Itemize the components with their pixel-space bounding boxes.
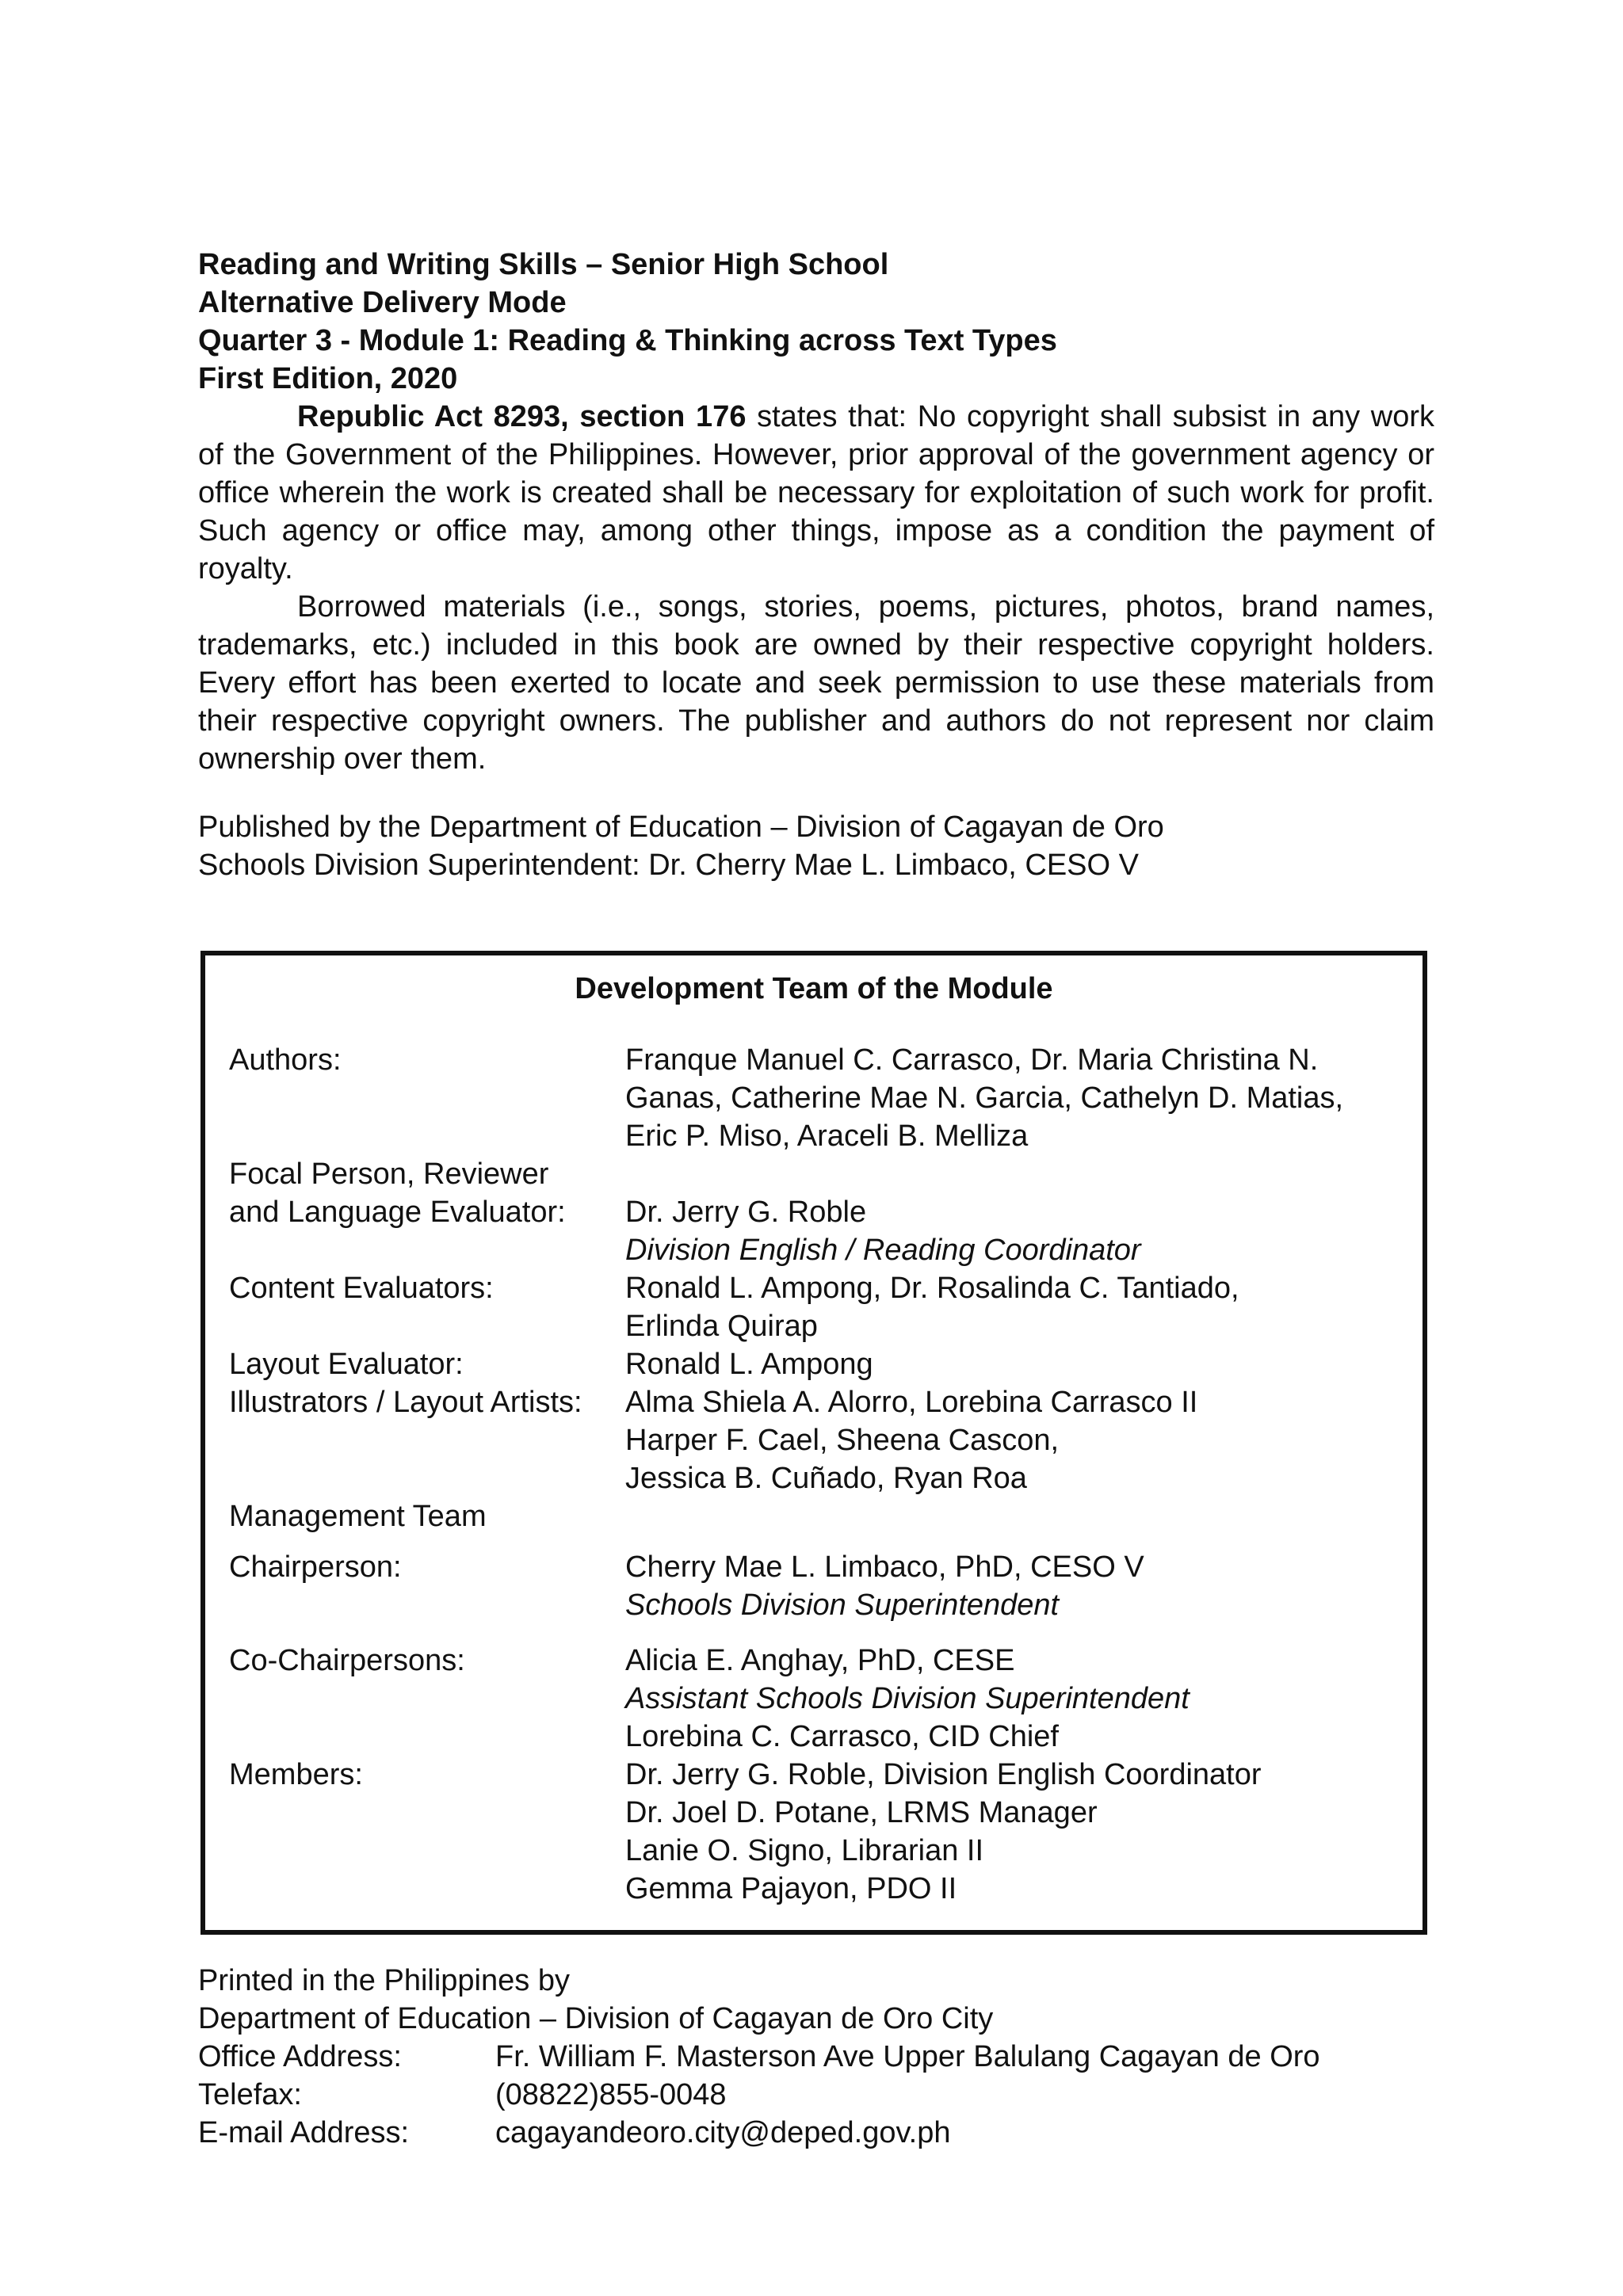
member-line: Dr. Joel D. Potane, LRMS Manager	[625, 1796, 1098, 1829]
department-line: Department of Education – Division of Cagayan de Oro City	[198, 2002, 994, 2035]
edition: First Edition, 2020	[198, 362, 458, 395]
illustrator-line: Alma Shiela A. Alorro, Lorebina Carrasco II	[625, 1386, 1198, 1419]
focal-row-2	[229, 1193, 1407, 1269]
layout-evaluator-label: Layout Evaluator:	[229, 1348, 464, 1381]
chairperson-role: Schools Division Superintendent	[625, 1589, 1060, 1622]
law-reference: Republic Act 8293, section 176	[297, 400, 747, 433]
member-line: Dr. Jerry G. Roble, Division English Coordinator	[625, 1758, 1262, 1791]
module-title: Quarter 3 - Module 1: Reading & Thinking across Text Types	[198, 324, 1057, 357]
printer-footer	[198, 1962, 1434, 2152]
module-title-block	[198, 246, 1434, 398]
team-heading: Development Team of the Module	[575, 972, 1053, 1005]
layout-evaluator-name: Ronald L. Ampong	[625, 1348, 873, 1381]
co-chairpersons-row	[229, 1642, 1407, 1756]
authors-list	[625, 1041, 1407, 1155]
focal-label-2: and Language Evaluator:	[229, 1196, 566, 1229]
copyright-page	[198, 238, 1434, 884]
content-evaluator-line: Erlinda Quirap	[625, 1310, 818, 1343]
email-value: cagayandeoro.city@deped.gov.ph	[495, 2116, 951, 2149]
illustrators-label: Illustrators / Layout Artists:	[229, 1386, 582, 1419]
telefax-label: Telefax:	[198, 2078, 302, 2111]
authors-label: Authors:	[229, 1043, 342, 1077]
co-chairperson-name: Alicia E. Anghay, PhD, CESE	[625, 1644, 1015, 1677]
authors-line: Ganas, Catherine Mae N. Garcia, Cathelyn D. Matias,	[625, 1081, 1344, 1115]
email-row	[198, 2114, 1434, 2152]
publisher-block	[198, 808, 1434, 884]
email-label: E-mail Address:	[198, 2116, 410, 2149]
co-chairperson-role: Assistant Schools Division Superintendent	[625, 1682, 1190, 1715]
office-address-value: Fr. William F. Masterson Ave Upper Balulang Cagayan de Oro	[495, 2040, 1320, 2073]
management-team-label: Management Team	[229, 1500, 487, 1533]
superintendent-line: Schools Division Superintendent: Dr. Cherry Mae L. Limbaco, CESO V	[198, 849, 1139, 882]
delivery-mode: Alternative Delivery Mode	[198, 286, 567, 319]
content-evaluator-line: Ronald L. Ampong, Dr. Rosalinda C. Tantiado,	[625, 1272, 1239, 1305]
subject-title: Reading and Writing Skills – Senior High School	[198, 248, 889, 281]
layout-evaluator-row	[229, 1345, 1407, 1383]
member-line: Gemma Pajayon, PDO II	[625, 1872, 957, 1905]
focal-row-1	[229, 1155, 1407, 1193]
co-chairperson-2: Lorebina C. Carrasco, CID Chief	[625, 1720, 1059, 1753]
members-label: Members:	[229, 1758, 363, 1791]
chairperson-row	[229, 1548, 1407, 1624]
illustrator-line: Harper F. Cael, Sheena Cascon,	[625, 1424, 1060, 1457]
borrowed-materials-paragraph: Borrowed materials (i.e., songs, stories, poems, pictures, photos, brand names, trademarks, etc.) included in this book are owned by their respective copyright holders. Every effort has been exerted to locate and seek permission to use these materials from their respective copyright owners. The publisher and authors do not represent nor claim ownership over them.	[198, 590, 1434, 776]
illustrators-row	[229, 1383, 1407, 1497]
office-address-label: Office Address:	[198, 2040, 402, 2073]
law-text: states that: No copyright shall subsist in any work of the Government of the Philippines. However, prior approval of the government agency or office wherein the work is created shall be necessary for exploitation of such work for profit. Such agency or office may, among other things, impose as a condition the payment of royalty.	[198, 400, 1435, 585]
office-address-row	[198, 2038, 1434, 2076]
management-team-row	[229, 1497, 1407, 1535]
members-row	[229, 1756, 1407, 1908]
illustrator-line: Jessica B. Cuñado, Ryan Roa	[625, 1462, 1027, 1495]
team-grid	[229, 1041, 1407, 1908]
development-team-box	[200, 951, 1427, 1935]
telefax-row	[198, 2076, 1434, 2114]
member-line: Lanie O. Signo, Librarian II	[625, 1834, 984, 1867]
chairperson-label: Chairperson:	[229, 1550, 402, 1584]
copyright-paragraph	[198, 398, 1434, 588]
focal-role: Division English / Reading Coordinator	[625, 1234, 1141, 1267]
content-evaluators-row	[229, 1269, 1407, 1345]
telefax-value: (08822)855-0048	[495, 2078, 727, 2111]
focal-label-1: Focal Person, Reviewer	[229, 1158, 549, 1191]
authors-line: Eric P. Miso, Araceli B. Melliza	[625, 1119, 1029, 1153]
authors-line: Franque Manuel C. Carrasco, Dr. Maria Christina N.	[625, 1043, 1319, 1077]
content-evaluators-label: Content Evaluators:	[229, 1272, 494, 1305]
authors-row	[229, 1041, 1407, 1155]
published-by: Published by the Department of Education – Division of Cagayan de Oro	[198, 810, 1164, 844]
printed-in: Printed in the Philippines by	[198, 1964, 570, 1997]
chairperson-name: Cherry Mae L. Limbaco, PhD, CESO V	[625, 1550, 1144, 1584]
focal-name: Dr. Jerry G. Roble	[625, 1196, 867, 1229]
co-chairpersons-label: Co-Chairpersons:	[229, 1644, 465, 1677]
